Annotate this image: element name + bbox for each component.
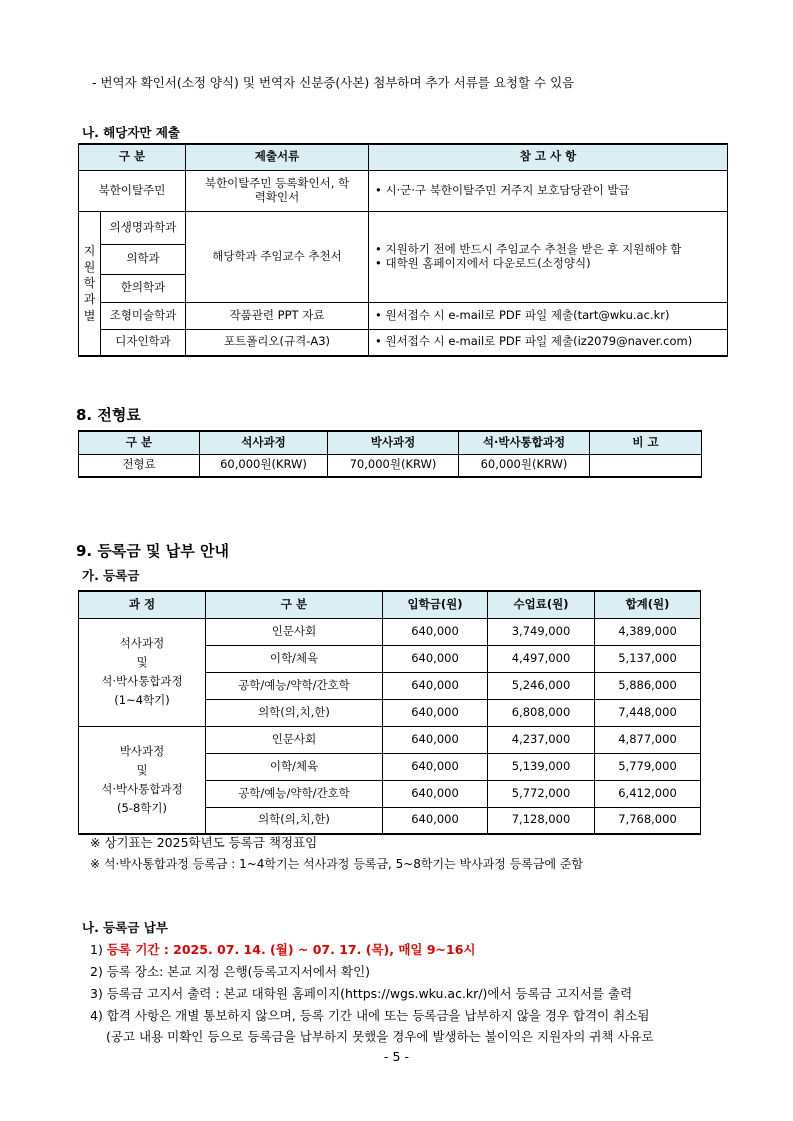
table-cell: 의학(의,치,한) — [206, 807, 383, 834]
header-note: 참 고 사 항 — [369, 144, 728, 170]
group-2-line-2: 및 — [136, 762, 148, 777]
table-cell: 7,768,000 — [595, 807, 701, 834]
table-cell: 5,886,000 — [595, 672, 701, 699]
group-1-line-2: 및 — [136, 655, 148, 670]
table-cell: 5,139,000 — [488, 753, 595, 780]
table-cell: 7,128,000 — [488, 807, 595, 834]
table-cell: 5,246,000 — [488, 672, 595, 699]
table-cell: 6,808,000 — [488, 699, 595, 726]
table-cell: 7,448,000 — [595, 699, 701, 726]
row-category: 북한이탈주민 — [79, 170, 186, 211]
fee-label: 전형료 — [79, 454, 200, 477]
group-1-line-3: 석·박사통합과정 — [101, 674, 183, 688]
tuition-header-total: 합계(원) — [595, 591, 701, 618]
section-title-fee: 8. 전형료 — [76, 406, 141, 424]
header-category: 구 분 — [79, 144, 186, 170]
tuition-header-admission: 입학금(원) — [383, 591, 488, 618]
table-cell: 의학(의,치,한) — [206, 699, 383, 726]
table-cell: 4,497,000 — [488, 645, 595, 672]
payment-item-4: 4) 합격 사항은 개별 통보하지 않으며, 등록 기간 내에 또는 등록금을 납부하지 않을 경우 합격이 취소됨 — [90, 1008, 650, 1023]
table-cell: 640,000 — [383, 807, 488, 834]
header-doc: 제출서류 — [186, 144, 369, 170]
dept-4: 조형미술학과 — [101, 302, 186, 329]
fee-header-integrated: 석·박사통합과정 — [459, 431, 590, 454]
group-1-line-4: (1~4학기) — [114, 692, 170, 707]
table-cell: 6,412,000 — [595, 780, 701, 807]
dept-5-note — [369, 329, 728, 356]
table-cell: 4,389,000 — [595, 618, 701, 645]
fee-header-doctor: 박사과정 — [328, 431, 459, 454]
table-cell: 640,000 — [383, 753, 488, 780]
fee-header-remark: 비 고 — [590, 431, 702, 454]
payment-item-2: 2) 등록 장소: 본교 지정 은행(등록고지서에서 확인) — [90, 964, 371, 979]
row-doc: 북한이탈주민 등록확인서, 학력확인서 — [186, 170, 369, 211]
table-cell: 5,772,000 — [488, 780, 595, 807]
section-title-submit: 나. 해당자만 제출 — [82, 125, 180, 140]
fee-integrated: 60,000원(KRW) — [459, 454, 590, 477]
fee-header-category: 구 분 — [79, 431, 200, 454]
table-cell: 640,000 — [383, 645, 488, 672]
table-cell: 인문사회 — [206, 726, 383, 753]
tuition-header-category: 구 분 — [206, 591, 383, 618]
payment-item-1-number: 1) — [90, 942, 107, 957]
group-label-text: 지원학과별 — [83, 243, 96, 323]
payment-item-1 — [90, 940, 475, 958]
table-cell: 640,000 — [383, 699, 488, 726]
table-cell: 4,877,000 — [595, 726, 701, 753]
table-cell: 이학/체육 — [206, 753, 383, 780]
subsection-tuition: 가. 등록금 — [82, 568, 140, 583]
group-label — [79, 211, 101, 356]
table-cell: 640,000 — [383, 726, 488, 753]
table-cell: 640,000 — [383, 780, 488, 807]
fee-doctor: 70,000원(KRW) — [328, 454, 459, 477]
row-note — [369, 170, 728, 211]
dept-note-1: • 지원하기 전에 반드시 주임교수 추천을 받은 후 지원해야 함 — [375, 243, 727, 257]
table-cell: 공학/예능/약학/간호학 — [206, 780, 383, 807]
group-2-line-1: 박사과정 — [119, 743, 165, 758]
group-1-line-1: 석사과정 — [119, 636, 165, 651]
dept-doc: 해당학과 주임교수 추천서 — [186, 211, 369, 302]
tuition-header-course: 과 정 — [79, 591, 206, 618]
submission-table — [78, 143, 728, 357]
dept-4-note-text: • 원서접수 시 e-mail로 PDF 파일 제출(tart@wku.ac.kr) — [375, 308, 669, 322]
table-cell: 4,237,000 — [488, 726, 595, 753]
dept-4-note — [369, 302, 728, 329]
group-2-line-4: (5-8학기) — [117, 800, 167, 815]
payment-period: 등록 기간 : 2025. 07. 14. (월) ~ 07. 17. (목), 매일 9~16시 — [106, 942, 476, 957]
dept-1: 의생명과학과 — [101, 211, 186, 244]
dept-note-2: • 대학원 홈페이지에서 다운로드(소정양식) — [375, 257, 727, 271]
tuition-note-2: ※ 석·박사통합과정 등록금 : 1~4학기는 석사과정 등록금, 5~8학기는 박사과정 등록금에 준함 — [90, 857, 584, 871]
page-number: - 5 - — [384, 1049, 409, 1064]
dept-4-doc: 작품관련 PPT 자료 — [186, 302, 369, 329]
fee-header-master: 석사과정 — [200, 431, 328, 454]
dept-5-note-text: • 원서접수 시 e-mail로 PDF 파일 제출(iz2079@naver.com) — [375, 334, 692, 348]
subsection-payment: 나. 등록금 납부 — [82, 920, 168, 935]
intro-line: - 번역자 확인서(소정 양식) 및 번역자 신분증(사본) 첨부하며 추가 서류를 요청할 수 있음 — [92, 75, 575, 90]
row-note-text: • 시·군·구 북한이탈주민 거주지 보호담당관이 발급 — [375, 183, 630, 197]
table-cell: 이학/체육 — [206, 645, 383, 672]
table-cell: 인문사회 — [206, 618, 383, 645]
tuition-table — [78, 590, 701, 835]
table-cell: 공학/예능/약학/간호학 — [206, 672, 383, 699]
dept-5: 디자인학과 — [101, 329, 186, 356]
group-2-line-3: 석·박사통합과정 — [101, 781, 183, 796]
fee-master: 60,000원(KRW) — [200, 454, 328, 477]
fee-table — [78, 430, 702, 478]
dept-note — [369, 211, 728, 302]
dept-3: 한의학과 — [101, 274, 186, 302]
table-cell: 640,000 — [383, 618, 488, 645]
table-cell: 640,000 — [383, 672, 488, 699]
payment-item-3: 3) 등록금 고지서 출력 : 본교 대학원 홈페이지(https://wgs.wku.ac.kr/)에서 등록금 고지서를 출력 — [90, 986, 633, 1001]
table-cell: 3,749,000 — [488, 618, 595, 645]
group-1-label — [79, 618, 206, 726]
fee-remark — [590, 454, 702, 477]
tuition-header-tuition: 수업료(원) — [488, 591, 595, 618]
payment-item-4-cont: (공고 내용 미확인 등으로 등록금을 납부하지 못했을 경우에 발생하는 불이익은 지원자의 귀책 사유로 — [106, 1029, 654, 1044]
section-title-tuition: 9. 등록금 및 납부 안내 — [76, 542, 229, 560]
group-2-label — [79, 726, 206, 834]
table-cell: 5,779,000 — [595, 753, 701, 780]
table-cell: 5,137,000 — [595, 645, 701, 672]
dept-5-doc: 포트폴리오(규격-A3) — [186, 329, 369, 356]
dept-2: 의학과 — [101, 244, 186, 274]
tuition-note-1: ※ 상기표는 2025학년도 등록금 책정표임 — [90, 835, 318, 850]
